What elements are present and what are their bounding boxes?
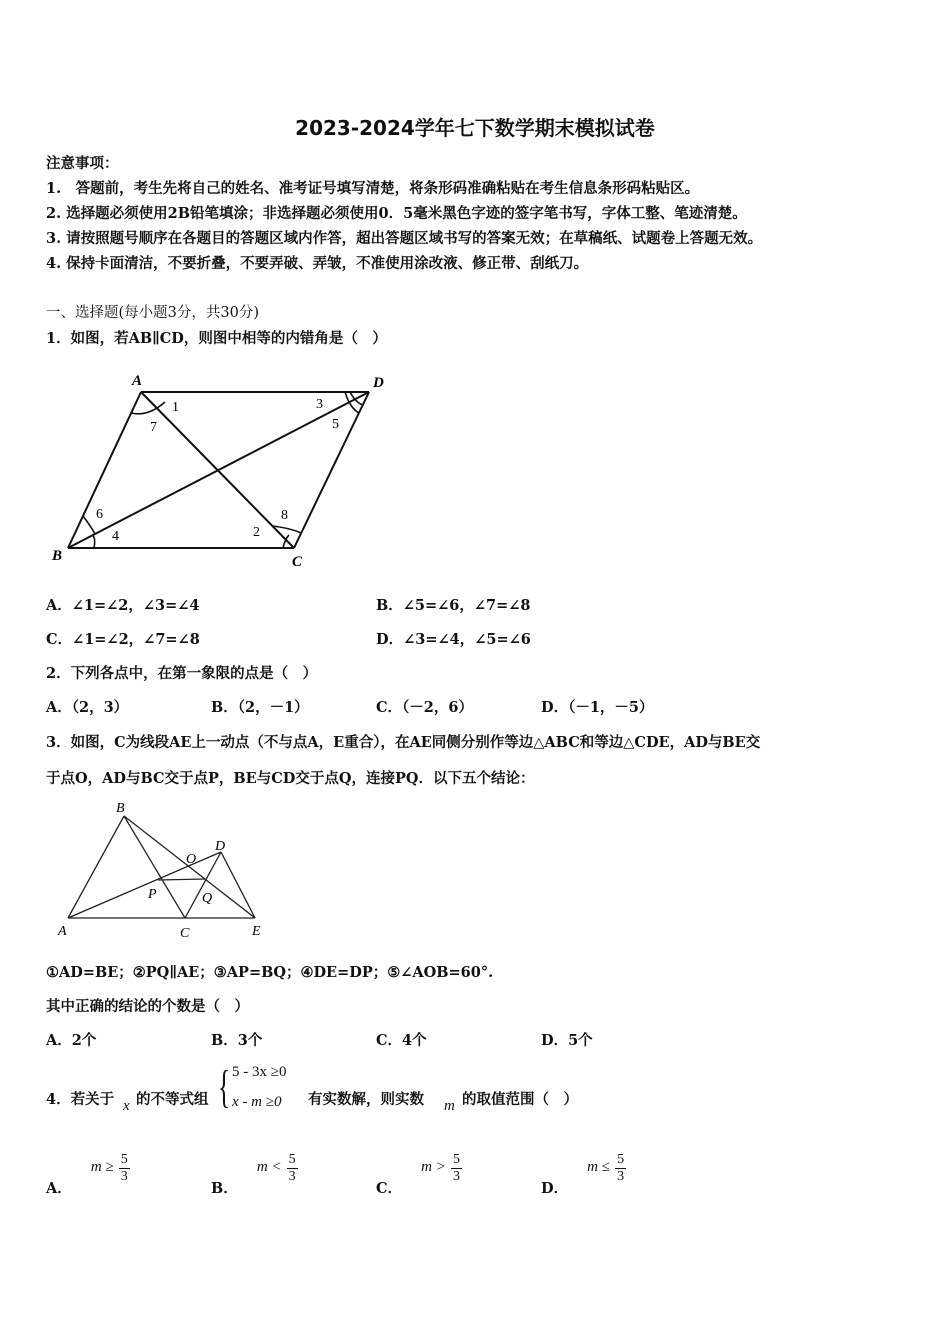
- q4-option-d-fraction: [615, 1152, 626, 1185]
- page-title: 2023-2024学年七下数学期末模拟试卷: [295, 116, 655, 140]
- q1-label-C: C: [292, 554, 303, 570]
- q4-option-a-fraction: [119, 1152, 130, 1185]
- note-item-2: 2. 选择题必须使用2B铅笔填涂；非选择题必须使用0．5毫米黑色字迹的签字笔书写，字体工整、笔迹清楚。: [46, 205, 747, 222]
- q4-option-b: [211, 1150, 298, 1197]
- q4-option-b-den: 3: [288, 1169, 296, 1184]
- q4-option-a: [46, 1150, 130, 1197]
- q3-label-B: B: [116, 801, 125, 816]
- q4-option-c-den: 3: [452, 1169, 460, 1184]
- q1-angle-1: 1: [172, 400, 179, 415]
- q3-label-D: D: [215, 839, 226, 854]
- q1-angle-7: 7: [150, 420, 157, 435]
- q1-angle-6: 6: [96, 507, 103, 522]
- q4-var-m: m: [444, 1098, 455, 1114]
- q1-label-D: D: [373, 375, 384, 391]
- q3-figure: [50, 795, 280, 945]
- q4-option-d-num: 5: [617, 1152, 625, 1167]
- q1-option-a: A．∠1=∠2，∠3=∠4: [46, 597, 200, 614]
- q4-option-a-lhs: m ≥: [90, 1159, 114, 1175]
- q4-mid2: 有实数解，则实数: [308, 1091, 424, 1108]
- q1-angle-5: 5: [332, 417, 339, 432]
- section-heading: 一、选择题(每小题3分，共30分): [46, 305, 259, 321]
- q4-option-b-lhs: m <: [256, 1159, 282, 1175]
- q2-option-a: A．（2，3）: [46, 699, 129, 716]
- q1-option-c: C．∠1=∠2，∠7=∠8: [46, 631, 200, 648]
- q1-label-B: B: [52, 548, 63, 564]
- q4-option-c-letter: C．: [376, 1180, 403, 1197]
- q4-post: 的取值范围（ ）: [462, 1091, 578, 1108]
- notes-heading: 注意事项：: [46, 155, 119, 172]
- q4-option-b-letter: B．: [211, 1180, 238, 1197]
- q4-option-c-num: 5: [452, 1152, 460, 1167]
- note-item-3: 3. 请按照题号顺序在各题目的答题区域内作答，超出答题区域书写的答案无效；在草稿纸、试题卷上答题无效。: [46, 230, 763, 247]
- q3-label-C: C: [180, 926, 190, 941]
- q2-stem: 2．下列各点中，在第一象限的点是（ ）: [46, 665, 318, 682]
- q2-option-b: B．（2，－1）: [211, 699, 309, 716]
- q2-option-d: D．（－1，－5）: [541, 699, 654, 716]
- q4-pre: 4．若关于: [46, 1091, 115, 1108]
- q4-option-c: [376, 1150, 462, 1197]
- q3-label-E: E: [252, 924, 261, 939]
- q3-option-c: C．4个: [376, 1032, 427, 1049]
- q3-option-b: B．3个: [211, 1032, 263, 1049]
- q4-system-brace: {: [218, 1061, 231, 1112]
- q4-option-d-lhs: m ≤: [587, 1159, 610, 1175]
- q4-option-a-letter: A．: [46, 1180, 72, 1197]
- q3-stem-line1: 3．如图，C为线段AE上一动点（不与点A，E重合），在AE同侧分别作等边△ABC和等边△CDE，AD与BE交: [46, 734, 761, 751]
- q3-stem-line2: 于点O，AD与BC交于点P，BE与CD交于点Q，连接PQ．以下五个结论：: [46, 770, 535, 787]
- q1-angle-2: 2: [253, 525, 260, 540]
- q4-option-b-num: 5: [288, 1152, 296, 1167]
- q3-label-P: P: [148, 887, 157, 902]
- q1-figure: [40, 365, 410, 575]
- q1-angle-4: 4: [112, 529, 119, 544]
- note-item-1: 1. 答题前，考生先将自己的姓名、准考证号填写清楚，将条形码准确粘贴在考生信息条形码粘贴区。: [46, 180, 700, 197]
- q1-angle-3: 3: [316, 397, 323, 412]
- q3-question: 其中正确的结论的个数是（ ）: [46, 998, 249, 1015]
- q3-label-A: A: [58, 924, 67, 939]
- note-item-4: 4. 保持卡面清洁，不要折叠，不要弄破、弄皱，不准使用涂改液、修正带、刮纸刀。: [46, 255, 589, 272]
- q3-conclusions: ①AD=BE；②PQ∥AE；③AP=BQ；④DE=DP；⑤∠AOB=60°.: [46, 964, 494, 981]
- q4-inequality-2: x - m ≥0: [232, 1094, 282, 1110]
- q1-angle-8: 8: [281, 508, 288, 523]
- q3-label-Q: Q: [202, 891, 213, 906]
- q4-option-c-fraction: [451, 1152, 462, 1185]
- q4-option-b-fraction: [287, 1152, 298, 1185]
- q4-option-d-den: 3: [617, 1169, 625, 1184]
- q1-stem: 1．如图，若AB∥CD，则图中相等的内错角是（ ）: [46, 330, 387, 347]
- q4-option-d: [541, 1150, 626, 1197]
- q3-label-O: O: [186, 852, 197, 867]
- q4-option-d-letter: D．: [541, 1180, 569, 1197]
- q4-option-c-lhs: m >: [421, 1159, 446, 1175]
- q1-option-b: B．∠5=∠6，∠7=∠8: [376, 597, 531, 614]
- q4-var-x: x: [123, 1098, 130, 1114]
- q1-label-A: A: [132, 373, 143, 389]
- q1-option-d: D．∠3=∠4，∠5=∠6: [376, 631, 531, 648]
- q2-option-c: C．（－2，6）: [376, 699, 473, 716]
- q3-option-d: D．5个: [541, 1032, 593, 1049]
- q4-mid1: 的不等式组: [136, 1091, 209, 1108]
- q4-option-a-den: 3: [120, 1169, 128, 1184]
- q4-option-a-num: 5: [120, 1152, 128, 1167]
- q3-option-a: A．2个: [46, 1032, 97, 1049]
- q4-inequality-1: 5 - 3x ≥0: [232, 1064, 287, 1080]
